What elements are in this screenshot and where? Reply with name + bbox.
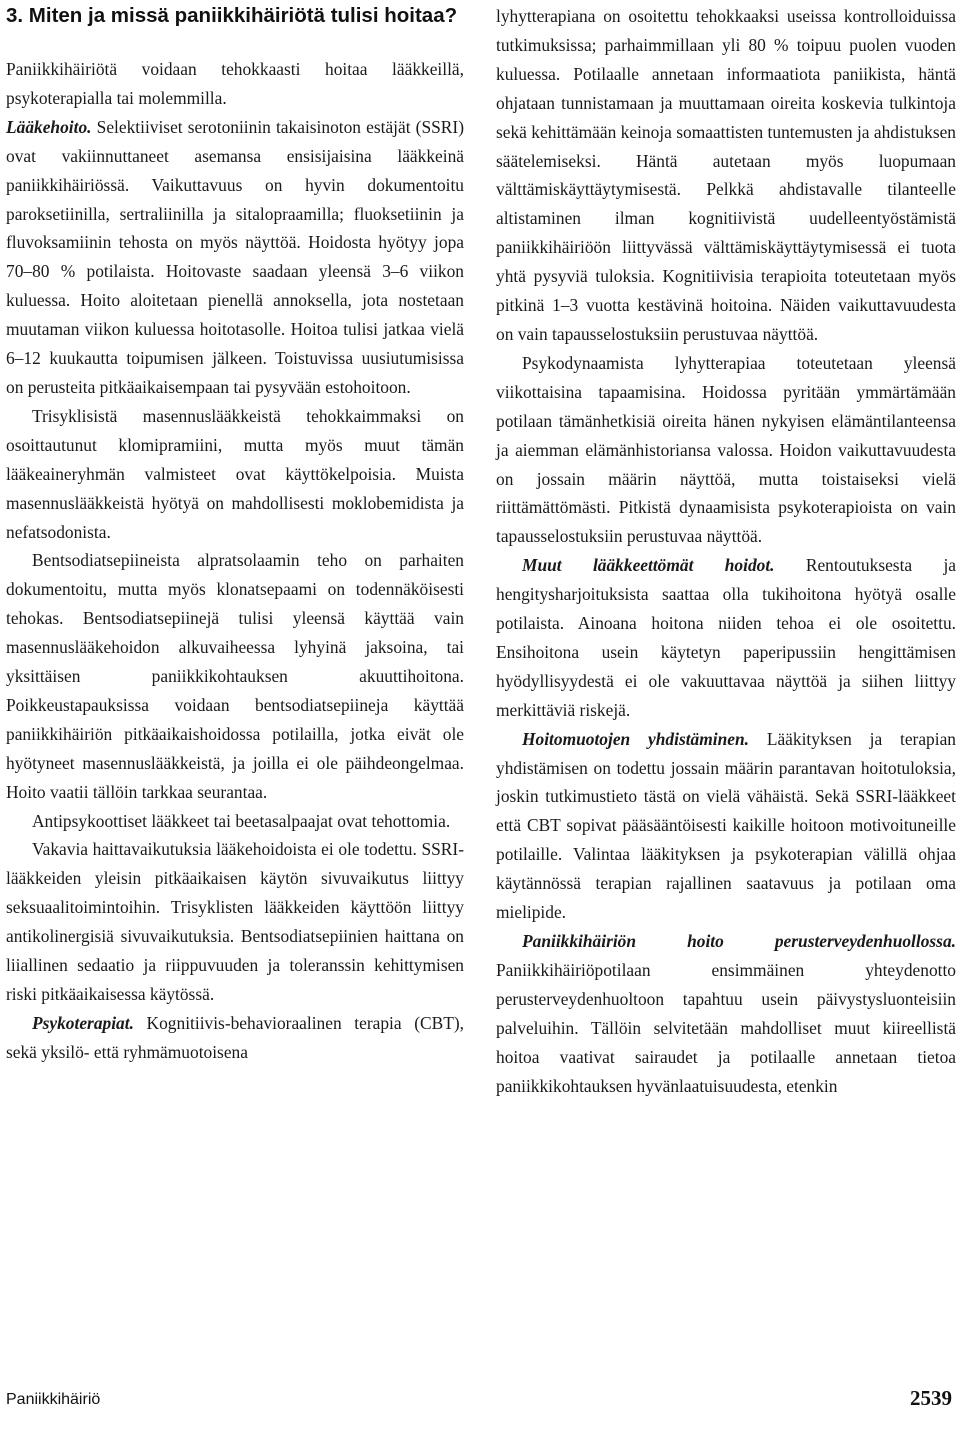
other-treatments-paragraph: [496, 551, 956, 724]
medication-paragraph: [6, 113, 464, 402]
psychotherapy-text: Kognitiivis-behavioraalinen terapia (CBT), sekä yksilö- että ryhmämuotoisena: [6, 1012, 464, 1062]
left-column: [6, 0, 464, 1067]
cbt-continued-paragraph: lyhytterapiana on osoitettu tehokkaaksi useissa kontrolloiduissa tutkimuksissa; parhaimmillaan yli 80 % toipuu puolen vuoden kuluessa. Potilaalle annetaan informaatiota paniikista, häntä ohjataan tunnistamaan ja muuttamaan oireita koskevia tulkintoja sekä kehittämään keinoja somaattisten tuntemusten ja ahdistuksen säätelemiseksi. Häntä autetaan myös luopumaan välttämiskäyttäytymisestä. Pelkkä ahdistavalle tilanteelle altistaminen ilman kognitiivistä uudelleentyöstämistä paniikkihäiriöön liittyvässä välttämiskäyttäytymisessä ei tuota yhtä pysyviä tuloksia. Kognitiivisia terapioita toteutetaan myös pitkinä 1–3 vuotta kestävinä hoitoina. Näiden vaikuttavuudesta on vain tapausselostuksiin perustuvaa näyttöä.: [496, 6, 956, 344]
benzodiazepine-paragraph: Bentsodiatsepiineista alpratsolaamin teho on parhaiten dokumentoitu, mutta myös klonatsepaami on todennäköisesti tehokas. Bentsodiatsepiinejä tulisi yleensä käyttää vain masennuslääkehoidon alkuvaiheessa lyhyinä jaksoina, tai yksittäisen paniikkikohtauksen akuuttihoitona. Poikkeustapauksissa voidaan bentsodiatsepiineja käyttää paniikkihäiriön pitkäaikaishoidossa potilailla, jotka eivät ole hyötyneet masennuslääkkeistä, ja joilla ei ole päihdeongelmaa. Hoito vaatii tällöin tarkkaa seurantaa.: [6, 550, 464, 802]
medication-text: Selektiiviset serotoniinin takaisinoton estäjät (SSRI) ovat vakiinnuttaneet asemansa ensisijaisina lääkkeinä paniikkihäiriössä. Vaikuttavuus on hyvin dokumentoitu paroksetiinilla, sertraliinilla ja sitalopraamilla; fluoksetiinin ja fluvoksamiinin tehosta on myös näyttöä. Hoidosta hyötyy jopa 70–80 % potilaista. Hoitovaste saadaan yleensä 3–6 viikon kuluessa. Hoito aloitetaan pienellä annoksella, jota nostetaan muutaman viikon kuluessa hoitotasolle. Hoitoa tulisi jatkaa vielä 6–12 kuukautta toipumisen jälkeen. Toistuvissa uusiutumisissa on perusteita pitkäaikaisempaan tai pysyvään estohoitoon.: [6, 116, 464, 397]
primary-care-runin-heading: Paniikkihäiriön hoito perusterveydenhuollossa.: [522, 931, 956, 951]
other-treatments-runin-heading: Muut lääkkeettömät hoidot.: [522, 555, 775, 576]
combination-text: Lääkityksen ja terapian yhdistämisen on todettu jossain määrin parantavan hoitotuloksia, joskin tutkimustieto tästä on vielä vähäistä. Sekä SSRI-lääkkeet että CBT sopivat pääsääntöisesti kaikille hoitoon motivoituneille potilaille. Valintaa lääkityksen ja psykoterapian välillä ohjaa käytännössä terapian rajallinen saatavuus ja potilaan oma mielipide.: [496, 728, 956, 923]
antipsychotic-paragraph: Antipsykoottiset lääkkeet tai beetasalpaajat ovat tehottomia.: [32, 810, 451, 831]
medication-runin-heading: Lääkehoito.: [6, 116, 92, 137]
tricyclic-paragraph: Trisyklisistä masennuslääkkeistä tehokkaimmaksi on osoittautunut klomipramiini, mutta myös muut tämän lääkeaineryhmän valmisteet ovat käyttökelpoisia. Muista masennuslääkkeistä hyötyä on mahdollisesti moklobemidista ja nefatsodonista.: [6, 405, 464, 542]
page-number: 2539: [910, 1386, 952, 1410]
other-treatments-text: Rentoutuksesta ja hengitysharjoituksista saattaa olla tukihoitona hyötyä osalle potilaista. Ainoana hoitona niiden tehoa ei ole osoitettu. Ensihoitona usein käytetyn paperipussiin hengittämisen hyödyllisyydestä ei ole vakuuttavaa näyttöä ja siihen liittyy merkittäviä riskejä.: [496, 555, 956, 720]
psychotherapy-paragraph: [6, 1009, 464, 1067]
primary-care-paragraph: [496, 927, 956, 1100]
right-column: [496, 2, 956, 1100]
intro-paragraph: Paniikkihäiriötä voidaan tehokkaasti hoitaa lääkkeillä, psykoterapialla tai molemmilla.: [6, 59, 464, 108]
psychotherapy-runin-heading: Psykoterapiat.: [32, 1012, 134, 1033]
combination-runin-heading: Hoitomuotojen yhdistäminen.: [522, 728, 750, 749]
psychodynamic-paragraph: Psykodynaamista lyhytterapiaa toteutetaan yleensä viikottaisina tapaamisina. Hoidossa pyritään ymmärtämään potilaan tämänhetkisiä oireita hänen nykyisen elämäntilanteensa ja aiemman elämänhistoriansa valossa. Hoidon vaikuttavuudesta on jossain määrin näyttöä, mutta toistaiseksi vielä riittämättömästi. Pitkistä dynaamisista psykoterapioista on vain tapausselostuksiin perustuvaa näyttöä.: [496, 352, 956, 547]
side-effects-paragraph: Vakavia haittavaikutuksia lääkehoidoista ei ole todettu. SSRI-lääkkeiden yleisin pitkäaikaisen käytön sivuvaikutus liittyy seksuaalitoimintoihin. Trisyklisten lääkkeiden käyttöön liittyy antikolinergisiä sivuvaikutuksia. Bentsodiatsepiinien haittana on liiallinen sedaatio ja riippuvuuden ja toleranssin kehittymisen riski pitkäaikaisessa käytössä.: [6, 839, 464, 1004]
journal-footer: Paniikkihäiriö: [6, 1391, 101, 1408]
combination-paragraph: [496, 725, 956, 927]
section-heading: 3. Miten ja missä paniikkihäiriötä tulisi hoitaa?: [6, 4, 458, 27]
primary-care-text: Paniikkihäiriöpotilaan ensimmäinen yhteydenotto perusterveydenhuoltoon tapahtuu usein päivystysluonteisiin palveluihin. Tällöin selvitetään mahdolliset muut kiireellistä hoitoa vaativat sairaudet ja potilaalle annetaan tietoa paniikkikohtauksen hyvänlaatuisuudesta, etenkin: [496, 959, 956, 1096]
